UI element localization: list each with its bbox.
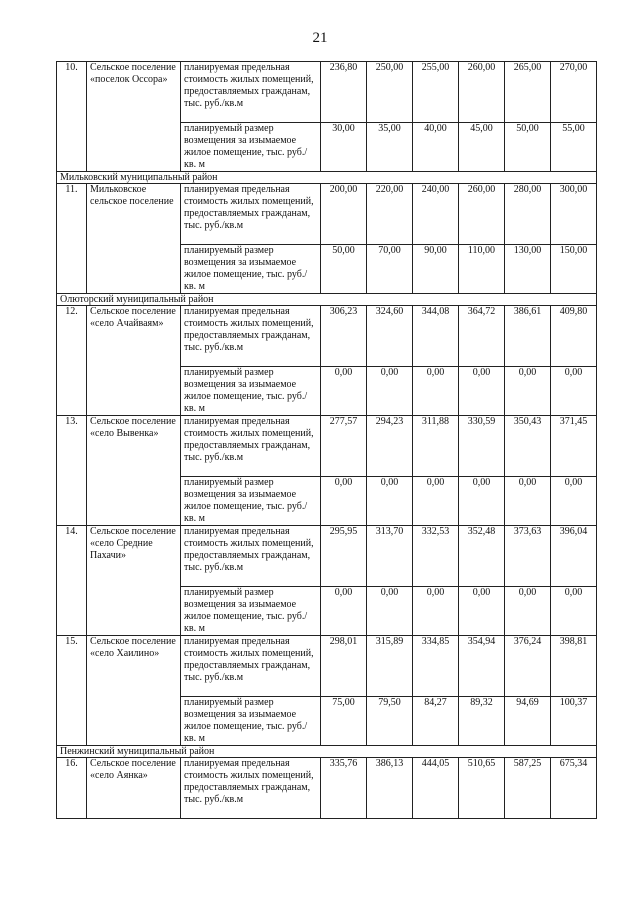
value-cell: 40,00 <box>413 123 459 172</box>
value-cell: 277,57 <box>321 416 367 477</box>
value-cell: 344,08 <box>413 306 459 367</box>
value-cell: 255,00 <box>413 62 459 123</box>
value-cell: 200,00 <box>321 184 367 245</box>
value-cell: 130,00 <box>505 245 551 294</box>
value-cell: 675,34 <box>551 758 597 819</box>
settlement-name: Сельское поселение «поселок Оссора» <box>87 62 181 172</box>
value-cell: 295,95 <box>321 526 367 587</box>
value-cell: 324,60 <box>367 306 413 367</box>
indicator-description: планируемая предельная стоимость жилых помещений, предоставляемых гражданам, тыс. руб./кв.м <box>181 526 321 587</box>
value-cell: 0,00 <box>505 477 551 526</box>
value-cell: 89,32 <box>459 697 505 746</box>
district-name: Пенжинский муниципальный район <box>57 746 597 758</box>
value-cell: 0,00 <box>505 367 551 416</box>
value-cell: 70,00 <box>367 245 413 294</box>
table-row <box>57 184 597 245</box>
value-cell: 250,00 <box>367 62 413 123</box>
value-cell: 298,01 <box>321 636 367 697</box>
indicator-description: планируемый размер возмещения за изымаемое жилое помещение, тыс. руб./кв. м <box>181 123 321 172</box>
value-cell: 30,00 <box>321 123 367 172</box>
value-cell: 373,63 <box>505 526 551 587</box>
value-cell: 396,04 <box>551 526 597 587</box>
value-cell: 220,00 <box>367 184 413 245</box>
indicator-description: планируемый размер возмещения за изымаемое жилое помещение, тыс. руб./кв. м <box>181 477 321 526</box>
value-cell: 306,23 <box>321 306 367 367</box>
value-cell: 0,00 <box>321 367 367 416</box>
value-cell: 79,50 <box>367 697 413 746</box>
district-row <box>57 746 597 758</box>
value-cell: 376,24 <box>505 636 551 697</box>
value-cell: 50,00 <box>505 123 551 172</box>
table-row <box>57 636 597 697</box>
value-cell: 294,23 <box>367 416 413 477</box>
value-cell: 409,80 <box>551 306 597 367</box>
indicator-description: планируемый размер возмещения за изымаемое жилое помещение, тыс. руб./кв. м <box>181 245 321 294</box>
value-cell: 55,00 <box>551 123 597 172</box>
value-cell: 0,00 <box>413 587 459 636</box>
value-cell: 311,88 <box>413 416 459 477</box>
value-cell: 236,80 <box>321 62 367 123</box>
row-number: 13. <box>57 416 87 526</box>
value-cell: 364,72 <box>459 306 505 367</box>
row-number: 10. <box>57 62 87 172</box>
settlement-name: Сельское поселение «село Средние Пахачи» <box>87 526 181 636</box>
table-row <box>57 306 597 367</box>
table-row <box>57 416 597 477</box>
value-cell: 444,05 <box>413 758 459 819</box>
value-cell: 94,69 <box>505 697 551 746</box>
value-cell: 50,00 <box>321 245 367 294</box>
indicator-description: планируемый размер возмещения за изымаемое жилое помещение, тыс. руб./кв. м <box>181 367 321 416</box>
value-cell: 587,25 <box>505 758 551 819</box>
value-cell: 110,00 <box>459 245 505 294</box>
page-number: 21 <box>312 30 328 46</box>
value-cell: 0,00 <box>459 367 505 416</box>
indicator-description: планируемый размер возмещения за изымаемое жилое помещение, тыс. руб./кв. м <box>181 587 321 636</box>
value-cell: 0,00 <box>321 587 367 636</box>
value-cell: 334,85 <box>413 636 459 697</box>
value-cell: 270,00 <box>551 62 597 123</box>
settlement-name: Сельское поселение «село Аянка» <box>87 758 181 819</box>
row-number: 11. <box>57 184 87 294</box>
value-cell: 260,00 <box>459 184 505 245</box>
value-cell: 0,00 <box>321 477 367 526</box>
housing-cost-table <box>56 61 597 819</box>
value-cell: 398,81 <box>551 636 597 697</box>
district-name: Мильковский муниципальный район <box>57 172 597 184</box>
indicator-description: планируемая предельная стоимость жилых помещений, предоставляемых гражданам, тыс. руб./кв.м <box>181 184 321 245</box>
value-cell: 0,00 <box>551 587 597 636</box>
district-row <box>57 294 597 306</box>
indicator-description: планируемая предельная стоимость жилых помещений, предоставляемых гражданам, тыс. руб./кв.м <box>181 636 321 697</box>
value-cell: 386,61 <box>505 306 551 367</box>
settlement-name: Сельское поселение «село Хаилино» <box>87 636 181 746</box>
value-cell: 84,27 <box>413 697 459 746</box>
row-number: 15. <box>57 636 87 746</box>
value-cell: 0,00 <box>551 367 597 416</box>
value-cell: 0,00 <box>551 477 597 526</box>
value-cell: 371,45 <box>551 416 597 477</box>
value-cell: 354,94 <box>459 636 505 697</box>
value-cell: 386,13 <box>367 758 413 819</box>
value-cell: 75,00 <box>321 697 367 746</box>
row-number: 16. <box>57 758 87 819</box>
value-cell: 0,00 <box>413 367 459 416</box>
value-cell: 0,00 <box>459 477 505 526</box>
table-row <box>57 758 597 819</box>
indicator-description: планируемая предельная стоимость жилых помещений, предоставляемых гражданам, тыс. руб./кв.м <box>181 62 321 123</box>
value-cell: 330,59 <box>459 416 505 477</box>
value-cell: 35,00 <box>367 123 413 172</box>
settlement-name: Мильковское сельское поселение <box>87 184 181 294</box>
value-cell: 510,65 <box>459 758 505 819</box>
row-number: 14. <box>57 526 87 636</box>
value-cell: 0,00 <box>367 477 413 526</box>
value-cell: 315,89 <box>367 636 413 697</box>
value-cell: 0,00 <box>413 477 459 526</box>
settlement-name: Сельское поселение «село Ачайваям» <box>87 306 181 416</box>
value-cell: 313,70 <box>367 526 413 587</box>
row-number: 12. <box>57 306 87 416</box>
indicator-description: планируемая предельная стоимость жилых помещений, предоставляемых гражданам, тыс. руб./кв.м <box>181 758 321 819</box>
district-name: Олюторский муниципальный район <box>57 294 597 306</box>
table-row <box>57 62 597 123</box>
value-cell: 335,76 <box>321 758 367 819</box>
value-cell: 0,00 <box>367 587 413 636</box>
value-cell: 240,00 <box>413 184 459 245</box>
value-cell: 0,00 <box>367 367 413 416</box>
indicator-description: планируемая предельная стоимость жилых помещений, предоставляемых гражданам, тыс. руб./кв.м <box>181 306 321 367</box>
district-row <box>57 172 597 184</box>
indicator-description: планируемая предельная стоимость жилых помещений, предоставляемых гражданам, тыс. руб./кв.м <box>181 416 321 477</box>
table-body <box>57 62 597 819</box>
value-cell: 280,00 <box>505 184 551 245</box>
value-cell: 350,43 <box>505 416 551 477</box>
value-cell: 352,48 <box>459 526 505 587</box>
table-row <box>57 526 597 587</box>
value-cell: 0,00 <box>505 587 551 636</box>
value-cell: 300,00 <box>551 184 597 245</box>
settlement-name: Сельское поселение «село Вывенка» <box>87 416 181 526</box>
indicator-description: планируемый размер возмещения за изымаемое жилое помещение, тыс. руб./кв. м <box>181 697 321 746</box>
value-cell: 0,00 <box>459 587 505 636</box>
value-cell: 265,00 <box>505 62 551 123</box>
value-cell: 100,37 <box>551 697 597 746</box>
value-cell: 150,00 <box>551 245 597 294</box>
value-cell: 332,53 <box>413 526 459 587</box>
value-cell: 45,00 <box>459 123 505 172</box>
value-cell: 260,00 <box>459 62 505 123</box>
value-cell: 90,00 <box>413 245 459 294</box>
